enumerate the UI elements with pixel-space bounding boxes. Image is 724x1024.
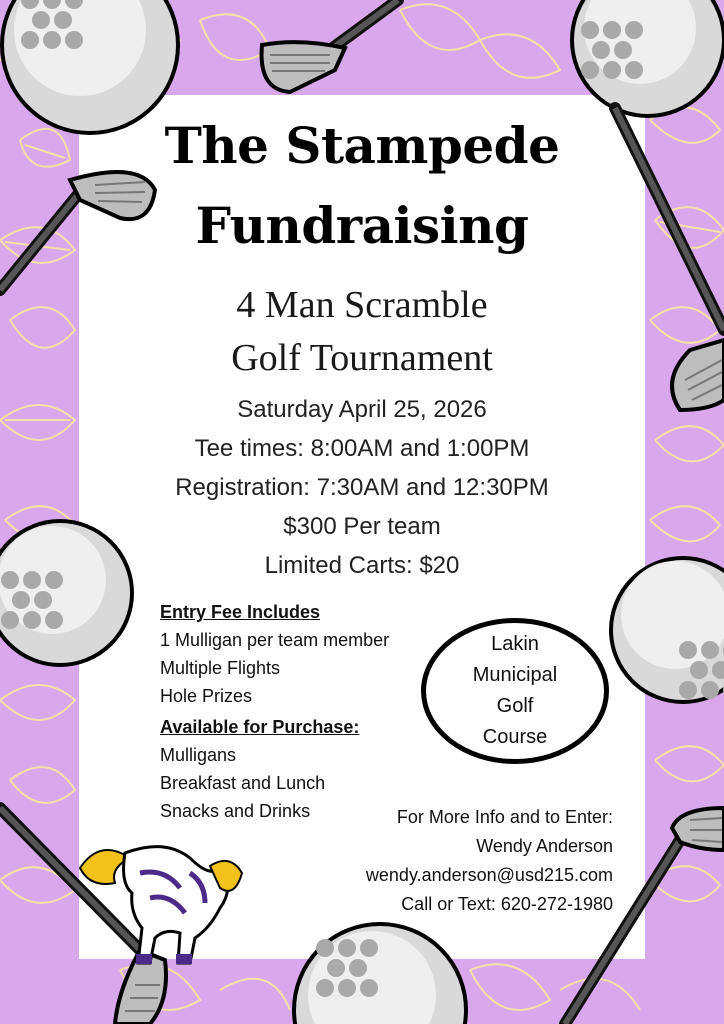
list-item: Breakfast and Lunch — [160, 773, 326, 793]
golf-ball-top-left — [2, 0, 178, 133]
contact-heading: For More Info and to Enter: — [396, 807, 613, 827]
venue-line: Golf — [496, 695, 534, 717]
purchase-heading: Available for Purchase: — [160, 717, 360, 737]
title-line-1: The Stampede — [164, 116, 560, 175]
venue-line: Lakin — [491, 633, 539, 655]
contact-phone[interactable]: Call or Text: 620-272-1980 — [401, 894, 613, 914]
venue-line: Course — [482, 726, 548, 748]
purchase-list — [160, 713, 359, 825]
team-price: $300 Per team — [283, 513, 441, 540]
subtitle-line-1: 4 Man Scramble — [236, 284, 488, 326]
list-item: 1 Mulligan per team member — [160, 630, 390, 650]
entry-fee-heading: Entry Fee Includes — [160, 602, 321, 622]
subtitle-line-2: Golf Tournament — [231, 337, 493, 379]
title-line-2: Fundraising — [195, 196, 529, 255]
registration-times: Registration: 7:30AM and 12:30PM — [175, 474, 549, 501]
bronco-mascot-icon — [70, 828, 250, 968]
event-date: Saturday April 25, 2026 — [237, 396, 487, 423]
list-item: Hole Prizes — [160, 686, 253, 706]
golf-ball-bottom — [294, 924, 466, 1024]
list-item: Mulligans — [160, 745, 237, 765]
contact-email[interactable]: wendy.anderson@usd215.com — [365, 865, 613, 885]
entry-fee-list — [160, 598, 389, 710]
golf-ball-top-right — [572, 0, 724, 116]
golf-club-top — [262, 0, 398, 92]
list-item: Multiple Flights — [160, 658, 281, 678]
cart-price: Limited Carts: $20 — [264, 552, 460, 579]
golf-ball-left — [0, 521, 132, 665]
contact-name: Wendy Anderson — [476, 836, 613, 856]
venue-badge — [421, 618, 609, 764]
venue-line: Municipal — [472, 664, 558, 686]
contact-info — [366, 803, 613, 919]
tee-times: Tee times: 8:00AM and 1:00PM — [194, 435, 530, 462]
list-item: Snacks and Drinks — [160, 801, 311, 821]
